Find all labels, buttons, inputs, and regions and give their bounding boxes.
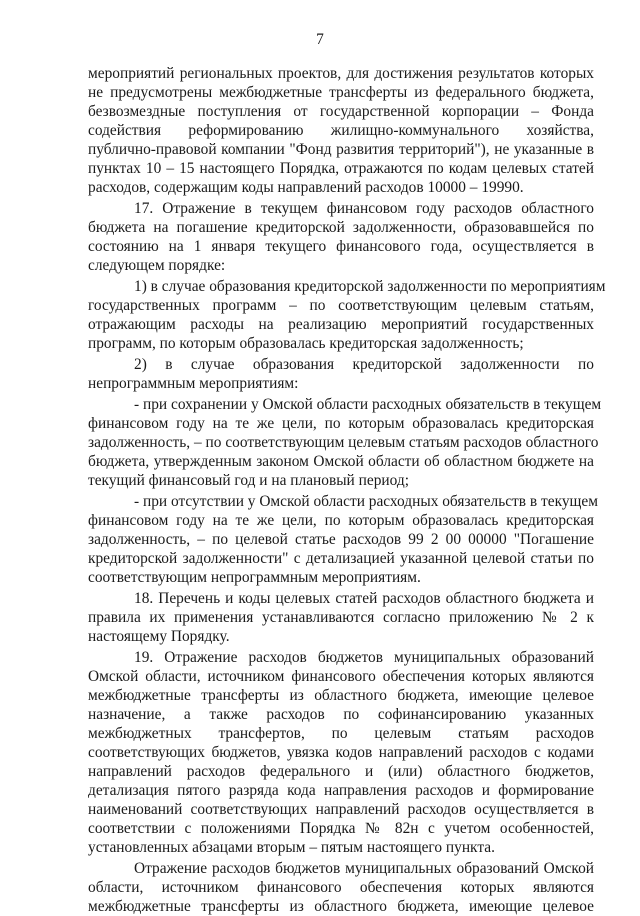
text-line: детализация пятого разряда кода направления расходов и формирование [88,782,594,799]
text-line: направлений расходов федерального и (или) областного бюджетов, [88,763,594,780]
text-line: правила их применения устанавливаются согласно приложению № 2 к [88,609,594,626]
text-line: Отражение расходов бюджетов муниципальных образований Омской [134,860,594,877]
text-line: бюджета на погашение кредиторской задолженности, образовавшейся по [88,219,594,236]
text-line: текущий финансовый год и на плановый период; [88,472,410,489]
text-line: 17. Отражение в текущем финансовом году расходов областного [134,200,594,217]
text-line: задолженность, – по целевой статье расходов 99 2 00 00000 "Погашение [88,531,594,548]
text-line: мероприятий региональных проектов, для достижения результатов которых [88,65,594,82]
text-line: настоящему Порядку. [88,628,230,645]
text-line: безвозмездные поступления от государственной корпорации – Фонда [88,103,594,120]
text-line: соответствующим непрограммным мероприятиям. [88,569,421,586]
text-line: отражающим расходы на реализацию мероприятий государственных [88,316,594,333]
text-line: непрограммным мероприятиям: [88,375,299,392]
text-line: установленных абзацами вторым – пятым настоящего пункта. [88,839,495,856]
text-line: бюджета, утвержденным законом Омской области об областном бюджете на [88,453,594,470]
text-line: 18. Перечень и коды целевых статей расходов областного бюджета и [134,590,594,607]
text-line: государственных программ – по соответствующим целевым статьям, [88,297,594,314]
text-line: Омской области, источником финансового обеспечения которых являются [88,668,594,685]
text-line: 19. Отражение расходов бюджетов муниципальных образований [134,649,594,666]
text-line: межбюджетных трансфертов, по целевым статьям расходов [88,725,594,742]
text-line: межбюджетные трансферты из областного бюджета, имеющие целевое [88,898,594,915]
text-line: не предусмотрены межбюджетные трансферты из федерального бюджета, [88,84,594,101]
text-line: программ, по которым образовалась кредиторская задолженность; [88,335,524,352]
document-body [88,64,606,916]
text-line: - при сохранении у Омской области расходных обязательств в текущем [134,396,602,413]
text-line: 2) в случае образования кредиторской задолженности по [134,356,594,373]
text-line: содействия реформированию жилищно-коммунального хозяйства, [88,122,594,139]
text-line: соответствии с положениями Порядка № 82н с учетом особенностей, [88,820,594,837]
text-line: области, источником финансового обеспечения которых являются [88,879,594,896]
text-line: расходов, содержащим коды направлений расходов 10000 – 19990. [88,179,524,196]
text-line: - при отсутствии у Омской области расходных обязательств в текущем [134,493,598,510]
text-line: кредиторской задолженности" с детализацией указанной целевой статьи по [88,550,594,567]
text-line: межбюджетные трансферты из областного бюджета, имеющие целевое [88,687,594,704]
text-line: наименований соответствующих направлений расходов осуществляется в [88,801,594,818]
text-line: задолженность, – по соответствующим целевым статьям расходов областного [88,434,599,451]
text-line: состоянию на 1 января текущего финансового года, осуществляется в [88,238,594,255]
text-line: финансовом году на те же цели, по которым образовалась кредиторская [88,415,594,432]
text-line: финансовом году на те же цели, по которым образовалась кредиторская [88,512,594,529]
text-line: следующем порядке: [88,257,226,274]
text-line: публично-правовой компании "Фонд развития территорий"), не указанные в [88,141,594,158]
text-line: пунктах 10 – 15 настоящего Порядка, отражаются по кодам целевых статей [88,160,594,177]
page-number: 7 [316,31,324,48]
text-line: 1) в случае образования кредиторской задолженности по мероприятиям [134,278,606,295]
text-line: соответствующих бюджетов, увязка кодов направлений расходов с кодами [88,744,594,761]
text-line: назначение, а также расходов по софинансированию указанных [88,706,594,723]
